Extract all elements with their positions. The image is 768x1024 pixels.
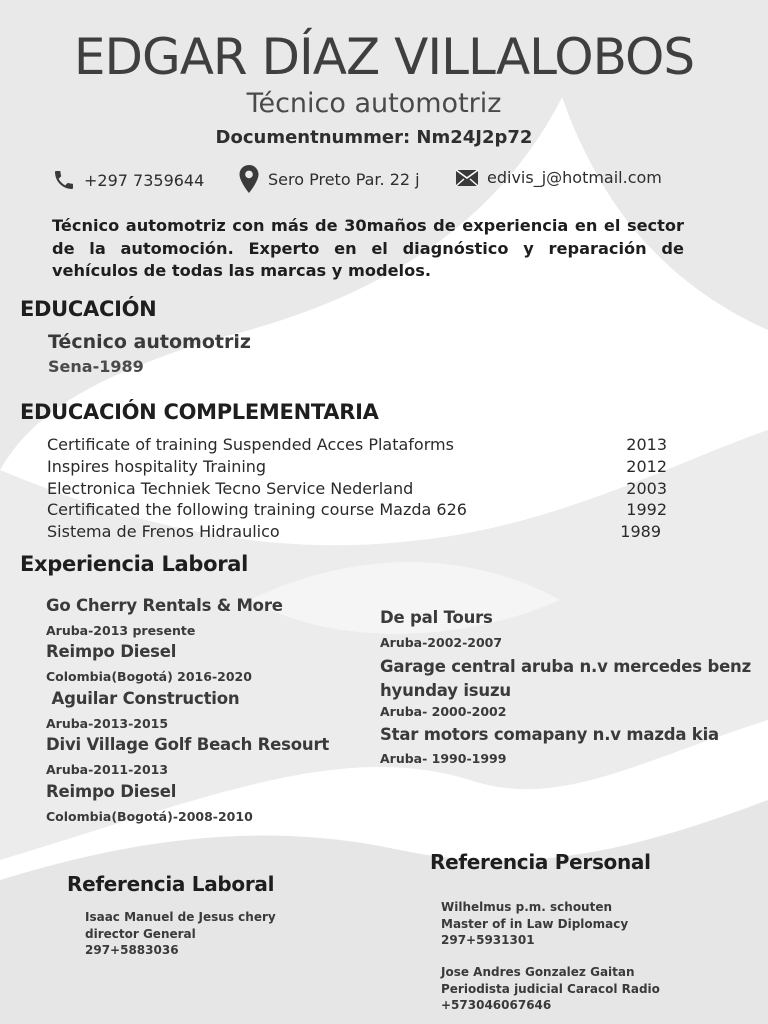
job-detail: Colombia(Bogotá) 2016-2020 xyxy=(46,669,252,684)
certificate-name: Certificated the following training course Mazda 626 xyxy=(47,500,467,519)
job-company: Divi Village Golf Beach Resourt xyxy=(46,735,330,754)
job-company: Reimpo Diesel xyxy=(46,642,177,661)
phone-icon xyxy=(52,168,76,192)
certificate-name: Sistema de Frenos Hidraulico xyxy=(47,522,280,541)
phone-number: +297 7359644 xyxy=(84,170,205,190)
job-company: Go Cherry Rentals & More xyxy=(46,596,283,615)
job-company: Aguilar Construction xyxy=(46,689,240,708)
location-pin-icon xyxy=(238,164,260,194)
certificate-row xyxy=(47,435,667,454)
reference-phone: 297+5931301 xyxy=(441,933,535,947)
reference-position: Master of in Law Diplomacy xyxy=(441,916,629,931)
professional-summary: Técnico automotriz con más de 30maños de experiencia en el sector de la automoción. Experto en el diagnóstico y reparación de vehículos de todas las marcas y modelos. xyxy=(52,216,684,280)
personal-reference xyxy=(441,899,628,949)
document-number: Documentnummer: Nm24J2p72 xyxy=(215,127,533,148)
certificate-year: 1992 xyxy=(626,500,667,519)
reference-name: Wilhelmus p.m. schouten xyxy=(441,900,613,914)
candidate-name: EDGAR DÍAZ VILLALOBOS xyxy=(73,28,695,86)
personal-reference-heading: Referencia Personal xyxy=(430,850,651,874)
address-text: Sero Preto Par. 22 j xyxy=(268,169,420,189)
work-reference-heading: Referencia Laboral xyxy=(67,872,275,896)
job-company: Reimpo Diesel xyxy=(46,782,177,801)
contact-phone xyxy=(52,168,204,192)
envelope-icon xyxy=(455,169,479,187)
certificate-row xyxy=(47,500,667,519)
certificate-year: 1989 xyxy=(620,522,661,541)
reference-position: director General xyxy=(85,926,196,941)
personal-reference xyxy=(441,964,660,1014)
certificate-row xyxy=(47,522,667,541)
reference-phone: +573046067646 xyxy=(441,998,552,1012)
reference-name: Isaac Manuel de Jesus chery xyxy=(85,910,276,924)
reference-phone: 297+5883036 xyxy=(85,943,179,957)
certificate-year: 2003 xyxy=(626,479,667,498)
certificate-row xyxy=(47,479,667,498)
job-detail: Colombia(Bogotá)-2008-2010 xyxy=(46,809,253,824)
job-detail: Aruba- 2000-2002 xyxy=(380,704,507,719)
reference-name: Jose Andres Gonzalez Gaitan xyxy=(441,965,635,979)
job-company: De pal Tours xyxy=(380,608,493,627)
certificate-name: Certificate of training Suspended Acces Plataforms xyxy=(47,435,454,454)
job-detail: Aruba-2013 presente xyxy=(46,623,196,638)
job-detail: Aruba-2011-2013 xyxy=(46,762,169,777)
certificate-name: Electronica Techniek Tecno Service Nederland xyxy=(47,479,414,498)
job-role: Técnico automotriz xyxy=(246,88,502,119)
education-heading: EDUCACIÓN xyxy=(20,297,157,321)
email-address[interactable]: edivis_j@hotmail.com xyxy=(487,168,662,187)
job-detail: Aruba-2013-2015 xyxy=(46,716,169,731)
certificate-year: 2012 xyxy=(626,457,667,476)
contact-address xyxy=(238,164,420,194)
education-detail: Sena-1989 xyxy=(48,357,144,376)
certificate-year: 2013 xyxy=(626,435,667,454)
job-company: Garage central aruba n.v mercedes benz hyunday isuzu xyxy=(380,657,752,700)
education-title: Técnico automotriz xyxy=(48,331,251,353)
reference-position: Periodista judicial Caracol Radio xyxy=(441,981,660,996)
job-company: Star motors comapany n.v mazda kia xyxy=(380,725,719,744)
certificate-name: Inspires hospitality Training xyxy=(47,457,267,476)
complementary-heading: EDUCACIÓN COMPLEMENTARIA xyxy=(20,400,379,424)
experience-heading: Experiencia Laboral xyxy=(20,552,249,576)
job-detail: Aruba-2002-2007 xyxy=(380,635,503,650)
work-reference xyxy=(85,909,276,959)
job-detail: Aruba- 1990-1999 xyxy=(380,751,507,766)
contact-email xyxy=(455,168,662,187)
certificate-row xyxy=(47,457,667,476)
